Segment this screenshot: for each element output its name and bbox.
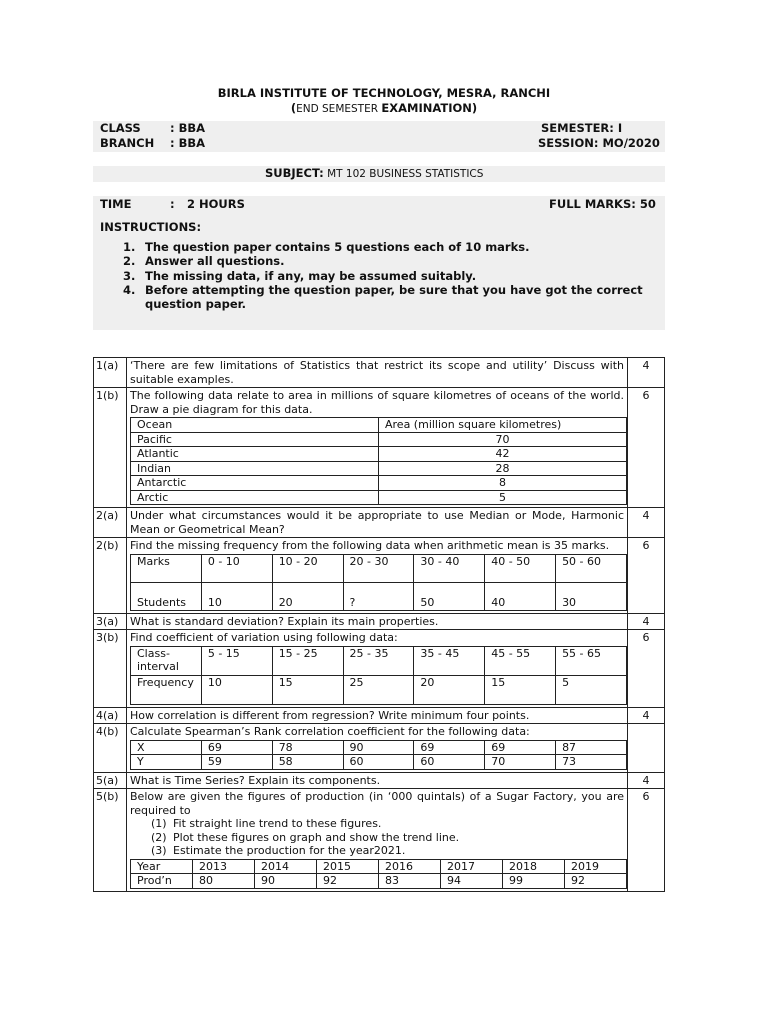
xy-rank-table xyxy=(130,740,627,770)
question-number: 4(b) xyxy=(94,724,127,773)
instruction-item xyxy=(123,269,663,283)
table-cell: 25 xyxy=(343,675,414,704)
table-cell: 15 xyxy=(485,675,556,704)
table-cell: 8 xyxy=(379,476,627,491)
table-cell: Students xyxy=(131,582,202,610)
table-cell: 2016 xyxy=(379,859,441,874)
question-marks: 4 xyxy=(628,358,665,388)
question-text: What is standard deviation? Explain its main properties. xyxy=(130,614,439,628)
question-text: ‘There are few limitations of Statistics that restrict its scope and utility’ Discuss with suitable examples. xyxy=(130,359,624,386)
table-row xyxy=(131,582,627,610)
year-production-table xyxy=(130,859,627,889)
table-row xyxy=(131,755,627,770)
table-cell: 40 xyxy=(485,582,556,610)
table-cell: 30 - 40 xyxy=(414,554,485,582)
marks-frequency-table xyxy=(130,554,627,611)
table-cell: 42 xyxy=(379,447,627,462)
table-cell: 35 - 45 xyxy=(414,646,485,675)
table-row xyxy=(131,461,627,476)
subject xyxy=(265,166,483,180)
table-cell: 50 xyxy=(414,582,485,610)
table-cell: 80 xyxy=(193,874,255,889)
question-row-4b xyxy=(94,724,665,773)
table-cell: 87 xyxy=(556,740,627,755)
question-text: Calculate Spearman’s Rank correlation coefficient for the following data: xyxy=(130,725,530,738)
table-cell: 58 xyxy=(272,755,343,770)
table-cell: 60 xyxy=(343,755,414,770)
time-instructions-band xyxy=(93,196,665,330)
exam-type-bold: EXAMINATION) xyxy=(381,101,478,115)
question-marks: 4 xyxy=(628,613,665,630)
subject-value: MT 102 BUSINESS STATISTICS xyxy=(323,168,484,180)
instruction-num: 2. xyxy=(123,254,136,269)
table-cell: 20 xyxy=(414,675,485,704)
question-body xyxy=(127,772,628,789)
question-number: 2(a) xyxy=(94,508,127,538)
table-row xyxy=(131,476,627,491)
table-cell: 28 xyxy=(379,461,627,476)
table-cell: 60 xyxy=(414,755,485,770)
sub-question-num: (2) xyxy=(151,830,167,844)
table-cell: 30 xyxy=(556,582,627,610)
table-cell: Y xyxy=(131,755,202,770)
table-cell: 0 - 10 xyxy=(201,554,272,582)
question-row-3a xyxy=(94,613,665,630)
table-row xyxy=(131,874,627,889)
table-cell: Frequency xyxy=(131,675,202,704)
instruction-text: The missing data, if any, may be assumed suitably. xyxy=(145,268,477,283)
table-cell: 10 xyxy=(201,582,272,610)
question-number: 3(a) xyxy=(94,613,127,630)
instruction-item xyxy=(123,254,663,268)
time-label: TIME xyxy=(100,197,132,211)
question-row-4a xyxy=(94,707,665,724)
question-text: Find the missing frequency from the following data when arithmetic mean is 35 marks. xyxy=(130,539,610,552)
question-body xyxy=(127,508,628,538)
table-cell: 92 xyxy=(317,874,379,889)
list-item xyxy=(151,844,624,858)
table-cell: 69 xyxy=(414,740,485,755)
sub-question-num: (1) xyxy=(151,817,167,830)
sub-question-text: Fit straight line trend to these figures. xyxy=(173,817,382,830)
table-cell: 92 xyxy=(565,874,627,889)
question-number: 1(a) xyxy=(94,358,127,388)
table-cell: 5 xyxy=(379,490,627,505)
list-item xyxy=(151,817,624,831)
question-marks xyxy=(628,724,665,773)
table-cell: Class-interval xyxy=(131,646,202,675)
question-number: 4(a) xyxy=(94,707,127,724)
instruction-text: Before attempting the question paper, be sure that you have got the correct question paper. xyxy=(145,282,643,312)
table-row xyxy=(131,554,627,582)
table-cell: 10 - 20 xyxy=(272,554,343,582)
table-cell: 2013 xyxy=(193,859,255,874)
table-cell: 69 xyxy=(485,740,556,755)
branch-label: BRANCH xyxy=(100,136,155,150)
subject-label: SUBJECT: xyxy=(265,166,324,180)
table-cell: 40 - 50 xyxy=(485,554,556,582)
question-body xyxy=(127,358,628,388)
instruction-num: 3. xyxy=(123,268,136,283)
table-cell: 70 xyxy=(379,432,627,447)
questions-table xyxy=(93,357,665,892)
table-row xyxy=(131,490,627,505)
instruction-num: 1. xyxy=(123,240,136,254)
question-marks: 4 xyxy=(628,508,665,538)
class-label: CLASS xyxy=(100,121,141,135)
table-header-row xyxy=(131,418,627,433)
table-row xyxy=(131,859,627,874)
question-row-5a xyxy=(94,772,665,789)
question-body xyxy=(127,538,628,614)
table-cell: 55 - 65 xyxy=(556,646,627,675)
question-row-1a xyxy=(94,358,665,388)
instruction-text: Answer all questions. xyxy=(145,254,285,269)
instruction-item xyxy=(123,283,663,312)
semester: SEMESTER: I xyxy=(541,121,623,135)
question-marks: 6 xyxy=(628,388,665,508)
table-cell: 73 xyxy=(556,755,627,770)
table-cell: 50 - 60 xyxy=(556,554,627,582)
table-cell: Prod’n xyxy=(131,874,193,889)
question-row-1b xyxy=(94,388,665,508)
table-cell: 70 xyxy=(485,755,556,770)
question-marks: 6 xyxy=(628,789,665,892)
table-cell: 15 xyxy=(272,675,343,704)
table-cell: Marks xyxy=(131,554,202,582)
time-value: 2 HOURS xyxy=(187,197,245,211)
class-frequency-table xyxy=(130,646,627,705)
instruction-text: The question paper contains 5 questions each of 10 marks. xyxy=(145,240,530,254)
question-text: How correlation is different from regression? Write minimum four points. xyxy=(130,708,530,722)
question-text: Under what circumstances would it be appropriate to use Median or Mode, Harmonic Mean or Geometrical Mean? xyxy=(130,509,624,536)
class-value: : BBA xyxy=(170,121,206,135)
question-row-2b xyxy=(94,538,665,614)
question-marks: 6 xyxy=(628,630,665,708)
table-cell: 2015 xyxy=(317,859,379,874)
session: SESSION: MO/2020 xyxy=(538,136,660,150)
question-body xyxy=(127,789,628,892)
list-item xyxy=(151,831,624,845)
table-cell: Indian xyxy=(131,461,379,476)
question-body xyxy=(127,388,628,508)
question-text: What is Time Series? Explain its components. xyxy=(130,773,381,787)
sub-question-num: (3) xyxy=(151,844,167,857)
table-row xyxy=(131,432,627,447)
branch-value: : BBA xyxy=(170,136,206,150)
instructions-list xyxy=(123,240,663,311)
table-cell: 5 xyxy=(556,675,627,704)
question-body xyxy=(127,630,628,708)
table-cell: Atlantic xyxy=(131,447,379,462)
exam-open-paren: ( xyxy=(290,101,297,115)
table-cell: Antarctic xyxy=(131,476,379,491)
sub-question-text: Plot these figures on graph and show the trend line. xyxy=(173,830,460,844)
table-cell: X xyxy=(131,740,202,755)
table-cell: 78 xyxy=(272,740,343,755)
question-number: 1(b) xyxy=(94,388,127,508)
table-cell: Arctic xyxy=(131,490,379,505)
header-cell-area: Area (million square kilometres) xyxy=(379,418,627,433)
question-number: 2(b) xyxy=(94,538,127,614)
table-cell: 83 xyxy=(379,874,441,889)
question-marks: 4 xyxy=(628,707,665,724)
ocean-area-table xyxy=(130,417,627,505)
question-body xyxy=(127,724,628,773)
table-cell: 25 - 35 xyxy=(343,646,414,675)
table-row xyxy=(131,675,627,704)
instruction-num: 4. xyxy=(123,282,136,297)
question-row-5b xyxy=(94,789,665,892)
question-body xyxy=(127,613,628,630)
exam-type-light: END SEMESTER xyxy=(296,103,382,115)
table-cell: 2014 xyxy=(255,859,317,874)
table-cell: Year xyxy=(131,859,193,874)
question-row-2a xyxy=(94,508,665,538)
table-cell: 2019 xyxy=(565,859,627,874)
table-cell: 5 - 15 xyxy=(201,646,272,675)
table-cell: 45 - 55 xyxy=(485,646,556,675)
full-marks: FULL MARKS: 50 xyxy=(549,197,656,211)
subject-band xyxy=(93,166,665,182)
question-body xyxy=(127,707,628,724)
question-text: Find coefficient of variation using following data: xyxy=(130,631,398,644)
time-colon: : xyxy=(170,197,175,211)
table-row xyxy=(131,646,627,675)
question-number: 5(a) xyxy=(94,772,127,789)
question-marks: 6 xyxy=(628,538,665,614)
table-cell: Pacific xyxy=(131,432,379,447)
question-number: 3(b) xyxy=(94,630,127,708)
table-cell: 20 xyxy=(272,582,343,610)
table-cell: 90 xyxy=(343,740,414,755)
question-text: The following data relate to area in millions of square kilometres of oceans of the world. Draw a pie diagram for this data. xyxy=(130,389,624,416)
table-cell: 10 xyxy=(201,675,272,704)
question-row-3b xyxy=(94,630,665,708)
institute-title: BIRLA INSTITUTE OF TECHNOLOGY, MESRA, RANCHI xyxy=(217,86,551,100)
table-cell: 94 xyxy=(441,874,503,889)
table-cell: 2018 xyxy=(503,859,565,874)
header-cell-ocean: Ocean xyxy=(131,418,379,433)
exam-type xyxy=(0,101,768,115)
table-cell: 2017 xyxy=(441,859,503,874)
table-cell: 99 xyxy=(503,874,565,889)
table-cell: 20 - 30 xyxy=(343,554,414,582)
question-number: 5(b) xyxy=(94,789,127,892)
table-row xyxy=(131,447,627,462)
sub-question-text: Estimate the production for the year2021. xyxy=(173,844,406,857)
table-cell: ? xyxy=(343,582,414,610)
table-cell: 15 - 25 xyxy=(272,646,343,675)
table-cell: 59 xyxy=(201,755,272,770)
table-cell: 90 xyxy=(255,874,317,889)
table-cell: 69 xyxy=(201,740,272,755)
class-branch-band xyxy=(93,121,665,152)
sub-question-list xyxy=(130,817,624,858)
table-row xyxy=(131,740,627,755)
question-text: Below are given the figures of production (in ‘000 quintals) of a Sugar Factory, you are required to xyxy=(130,790,624,817)
instruction-item xyxy=(123,240,663,254)
question-marks: 4 xyxy=(628,772,665,789)
instructions-title: INSTRUCTIONS: xyxy=(100,220,202,234)
